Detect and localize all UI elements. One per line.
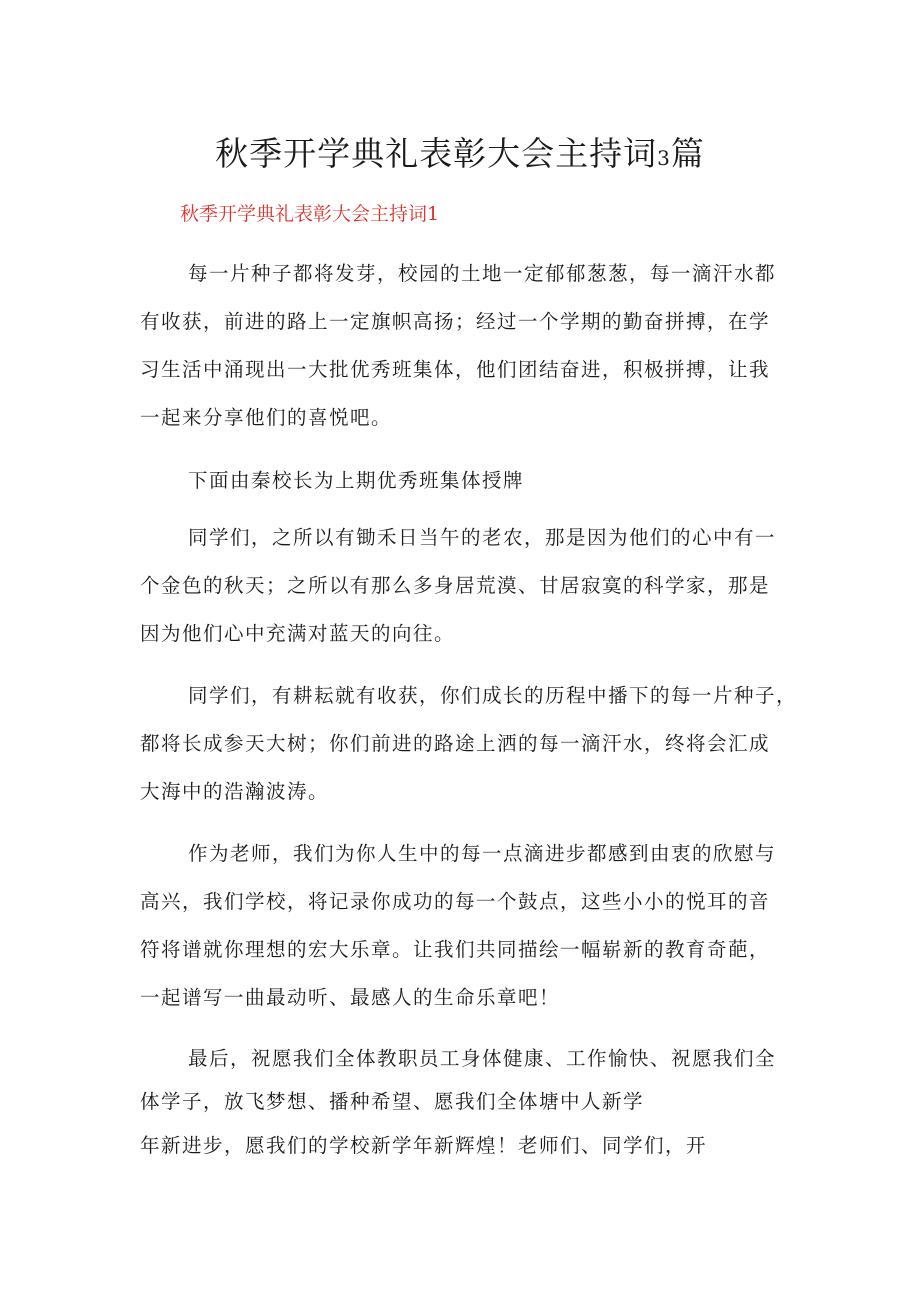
paragraph-line: 同学们，之所以有锄禾日当午的老农，那是因为他们的心中有一 (188, 526, 777, 549)
paragraph-line: 高兴，我们学校，将记录你成功的每一个鼓点，这些小小的悦耳的音 (140, 890, 771, 913)
paragraph-line: 因为他们心中充满对蓝天的向往。 (140, 622, 456, 645)
paragraph-line: 有收获，前进的路上一定旗帜高扬；经过一个学期的勤奋拼搏，在学 (140, 310, 771, 333)
paragraph-line: 一起谱写一曲最动听、最感人的生命乐章吧！ (140, 986, 561, 1009)
section-heading: 秋季开学典礼表彰大会主持词1 (180, 203, 440, 225)
title-suffix: 篇 (670, 134, 705, 173)
paragraph-line: 一起来分享他们的喜悦吧。 (140, 406, 393, 429)
paragraph-line: 最后，祝愿我们全体教职员工身体健康、工作愉快、祝愿我们全 (188, 1047, 777, 1070)
paragraph-line: 同学们，有耕耘就有收获，你们成长的历程中播下的每一片种子， (188, 684, 798, 707)
paragraph-line: 习生活中涌现出一大批优秀班集体，他们团结奋进，积极拼搏，让我 (140, 358, 771, 381)
paragraph-line: 个金色的秋天；之所以有那么多身居荒漠、甘居寂寞的科学家，那是 (140, 574, 771, 597)
paragraph-line: 体学子，放飞梦想、播种希望、愿我们全体塘中人新学 (140, 1090, 645, 1113)
document-title (0, 128, 920, 175)
paragraph-line: 每一片种子都将发芽，校园的土地一定郁郁葱葱，每一滴汗水都 (188, 262, 777, 285)
paragraph-line: 都将长成参天大树；你们前进的路途上洒的每一滴汗水，终将会汇成 (140, 732, 771, 755)
paragraph-line: 符将谱就你理想的宏大乐章。让我们共同描绘一幅崭新的教育奇葩， (140, 938, 771, 961)
paragraph-line: 年新进步，愿我们的学校新学年新辉煌！老师们、同学们，开 (140, 1134, 708, 1157)
title-number: 3 (657, 146, 671, 170)
title-main: 秋季开学典礼表彰大会主持词 (215, 134, 658, 173)
paragraph-line: 下面由秦校长为上期优秀班集体授牌 (188, 469, 525, 492)
paragraph-line: 作为老师，我们为你人生中的每一点滴进步都感到由衷的欣慰与 (188, 842, 777, 865)
paragraph-line: 大海中的浩瀚波涛。 (140, 780, 330, 803)
